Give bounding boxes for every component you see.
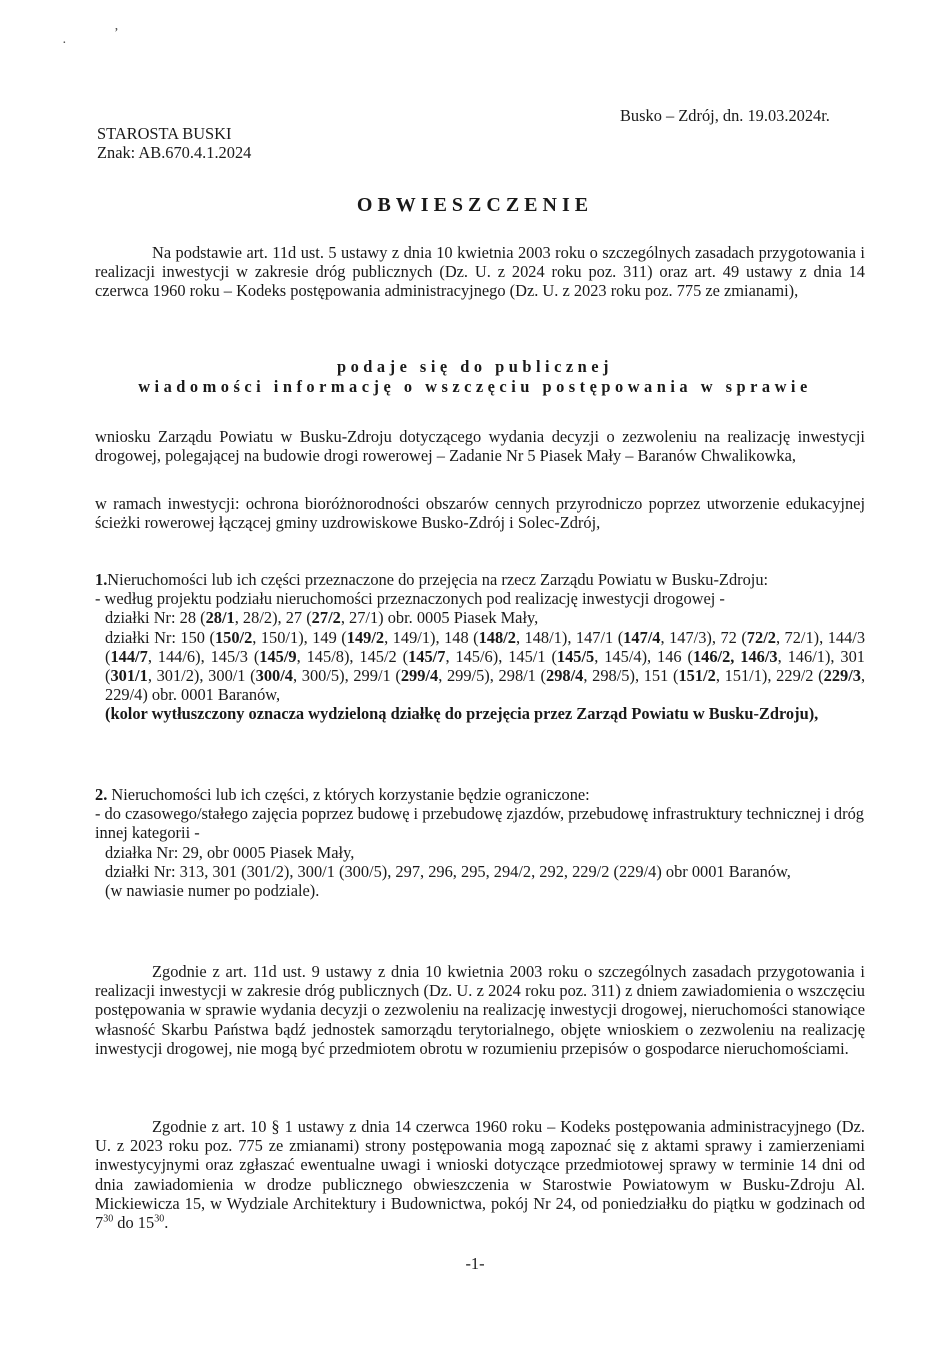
- plot-remaining-number: , 148/1: [515, 627, 562, 647]
- time-superscript: 30: [103, 1213, 114, 1225]
- separator: (: [396, 646, 409, 666]
- separator: (: [668, 666, 679, 686]
- plot-new-number: 144/7: [110, 646, 148, 666]
- plot-remaining-number: , 147/3: [660, 627, 707, 647]
- plot-remaining-number: , 301/2: [147, 666, 194, 686]
- plot-remaining-number: , 150/1: [252, 627, 299, 647]
- scan-mark-dot: ·: [62, 36, 67, 51]
- section-2: [95, 785, 865, 900]
- separator: (: [545, 646, 557, 666]
- plot-text: działki Nr: 28 (: [105, 608, 206, 628]
- plot-number: 149: [312, 627, 337, 647]
- plot-new-number: 150/2: [214, 627, 253, 647]
- separator: (: [813, 666, 824, 686]
- separator: ,: [567, 627, 576, 647]
- separator: ,: [634, 666, 644, 686]
- investment-paragraph: w ramach inwestycji: ochrona bioróżnorodności obszarów cennych przyrodniczo poprzez utworzenie edukacyjnej ścieżki rowerowej łączącej gminy uzdrowiskowe Busko-Zdrój i Solec-Zdrój,: [95, 494, 865, 533]
- plot-number: 146: [657, 646, 682, 666]
- plot-remaining-number: , 299/5: [438, 666, 485, 686]
- plot-remaining-number: , 298/5: [583, 666, 630, 686]
- plot-remaining-number: , 145/4: [594, 646, 642, 666]
- section-2-number: 2.: [95, 785, 108, 804]
- separator: ,: [199, 666, 209, 686]
- plot-number: 229/2: [776, 666, 814, 686]
- plot-remaining-number: , 149/1: [384, 627, 431, 647]
- plot-new-number: 146/2, 146/3: [692, 646, 778, 666]
- notice-heading-line1: podaje się do publicznej: [336, 357, 614, 376]
- plot-new-number: 300/4: [255, 666, 293, 686]
- separator: ,: [819, 627, 828, 647]
- section-1-note: [95, 704, 865, 723]
- plot-new-number: 145/9: [259, 646, 297, 666]
- separator: ): [430, 627, 436, 647]
- section-2-plots-baranow: działki Nr: 313, 301 (301/2), 300/1 (300/5), 297, 296, 295, 294/2, 292, 229/2 (229/4) obr 0001 Baranów,: [105, 861, 791, 881]
- authority-name: STAROSTA BUSKI: [97, 124, 232, 143]
- separator: ): [561, 627, 568, 647]
- separator: ): [824, 646, 831, 666]
- separator: (: [105, 666, 111, 686]
- separator: ): [492, 646, 499, 666]
- page-number: -1-: [465, 1254, 485, 1273]
- separator: ,: [647, 646, 658, 666]
- separator: (: [336, 627, 347, 647]
- separator: ,: [349, 646, 360, 666]
- plot-number: 300/1: [208, 666, 246, 686]
- section-1-number: 1.: [95, 570, 108, 589]
- separator: ): [813, 627, 820, 647]
- plot-remaining-number: , 229/4: [105, 666, 866, 705]
- plot-number: 150: [180, 627, 205, 647]
- separator: ): [484, 666, 490, 686]
- plot-new-number: 301/1: [110, 666, 148, 686]
- plot-remaining-number: , 72/1: [775, 627, 814, 647]
- separator: (: [613, 627, 624, 647]
- separator: ,: [303, 627, 313, 647]
- separator: ): [193, 666, 200, 686]
- section-2-heading: Nieruchomości lub ich części, z których korzystanie będzie ograniczone:: [111, 785, 590, 804]
- plot-new-number: 147/4: [623, 627, 661, 647]
- separator: (: [205, 627, 215, 647]
- separator: (: [535, 666, 547, 686]
- separator: (: [736, 627, 747, 647]
- application-paragraph: wniosku Zarządu Powiatu w Busku-Zdroju dotyczącego wydania decyzji o zezwoleniu na realizację inwestycji drogowej, polegającej na budowie drogi rowerowej – Zadanie Nr 5 Piasek Mały – Baranów Chwalikowka,: [95, 427, 865, 466]
- separator: ,: [830, 646, 841, 666]
- plot-remaining-number: , 145/8: [296, 646, 344, 666]
- separator: ): [706, 627, 712, 647]
- separator: ,: [489, 666, 499, 686]
- art-10-text: do 15: [113, 1213, 155, 1233]
- plot-new-number: 148/2: [478, 627, 516, 647]
- section-1-project-line: - według projektu podziału nieruchomości przeznaczonych pod realizację inwestycji drogowej -: [95, 589, 725, 609]
- paragraph-art-10: [95, 1117, 865, 1232]
- plot-new-number: 151/2: [678, 666, 716, 686]
- place-and-date: Busko – Zdrój, dn. 19.03.2024r.: [620, 106, 830, 125]
- note-text: (kolor wytłuszczony oznacza wydzieloną działkę do przejęcia przez Zarząd Powiatu w Busku-Zdroju),: [105, 704, 819, 724]
- section-1-plots-piasek: [95, 608, 865, 627]
- plot-remaining-number: , 145/6: [445, 646, 493, 666]
- plot-number: 145/3: [210, 646, 248, 666]
- section-2-note: (w nawiasie numer po podziale).: [105, 881, 320, 901]
- separator: ): [142, 685, 148, 705]
- plot-new-number: 299/4: [400, 666, 439, 686]
- legal-basis-paragraph: Na podstawie art. 11d ust. 5 ustawy z dnia 10 kwietnia 2003 roku o szczególnych zasadach przygotowania i realizacji inwestycji w zakresie dróg publicznych (Dz. U. z 2024 roku poz. 311) oraz art. 49 ustawy z dnia 14 czerwca 1960 roku – Kodeks postępowania administracyjnego (Dz. U. z 2023 roku poz. 775 ze zmianami),: [95, 243, 865, 301]
- plot-new-number: 229/3: [823, 666, 861, 686]
- plot-number: 299/1: [353, 666, 391, 686]
- plot-remaining-number: , 146/1: [777, 646, 825, 666]
- plot-remaining-number: , 151/1: [715, 666, 762, 686]
- separator: (: [105, 646, 111, 666]
- section-1-plots-baranow: [95, 628, 865, 705]
- plot-number: 147/1: [575, 627, 614, 647]
- time-superscript: 30: [154, 1213, 165, 1225]
- plot-number: 72: [720, 627, 737, 647]
- plot-new-number: 298/4: [546, 666, 584, 686]
- separator: ): [195, 646, 201, 666]
- plot-number: 145/1: [508, 646, 546, 666]
- separator: ): [339, 666, 345, 686]
- separator: (: [681, 646, 693, 666]
- plot-new-number: 72/2: [746, 627, 776, 647]
- plot-number: 298/1: [498, 666, 536, 686]
- document-title: OBWIESZCZENIE: [356, 194, 594, 216]
- section-2-plot-piasek: działka Nr: 29, obr 0005 Piasek Mały,: [105, 842, 355, 862]
- notice-heading: [0, 357, 950, 397]
- art-10-text: Zgodnie z art. 10 § 1 ustawy z dnia 14 czerwca 1960 roku – Kodeks postępowania administracyjnego (Dz. U. z 2023 roku poz. 775 ze zmianami) strony postępowania mogą zapoznać się z aktami sprawy i zamierzeniami inwestycyjnymi oraz zgłaszać ewentualne uwagi i wnioski dotyczące przedmiotowej sprawy w terminie 14 dni od dnia zawiadomienia w drodze publicznego obwieszczenia w Starostwie Powiatowym w Busku-Zdroju Al. Mickiewicza 15, w Wydziale Architektury i Budownictwa, pokój Nr 24, od poniedziałku do piątku w godzinach od 7: [95, 1117, 865, 1233]
- plot-number: 144/3: [827, 627, 866, 647]
- notice-heading-line2: wiadomości informację o wszczęciu postępowania w sprawie: [138, 377, 812, 396]
- plot-number: 151: [643, 666, 669, 686]
- plot-new-number: 149/2: [346, 627, 385, 647]
- separator: ): [298, 627, 304, 647]
- separator: (: [390, 666, 401, 686]
- separator: (: [468, 627, 479, 647]
- separator: ,: [200, 646, 211, 666]
- section-1: [95, 570, 865, 724]
- separator: ,: [498, 646, 509, 666]
- scan-mark-stroke: ’: [114, 26, 119, 41]
- separator: ,: [767, 666, 777, 686]
- plot-number: 148: [444, 627, 469, 647]
- plot-text: , 27/1) obr. 0005 Piasek Mały,: [340, 608, 539, 628]
- plot-text: , 28/2), 27 (: [234, 608, 312, 628]
- art-10-text: .: [164, 1213, 169, 1233]
- separator: ,: [711, 627, 721, 647]
- separator: ,: [435, 627, 445, 647]
- paragraph-art-11d: Zgodnie z art. 11d ust. 9 ustawy z dnia 10 kwietnia 2003 roku o szczególnych zasadach przygotowania i realizacji inwestycji w zakresie dróg publicznych (Dz. U. z 2024 roku poz. 311) z dniem zawiadomienia o wszczęciu postępowania w sprawie wydania decyzji o zezwoleniu na realizację inwestycji drogowej, nieruchomości stanowiące własność Skarbu Państwa bądź jednostek samorządu terytorialnego, objęte wnioskiem o zezwoleniu na realizację inwestycji drogowej, nie mogą być przedmiotem obrotu w rozumieniu przepisów o gospodarce nieruchomościami.: [95, 962, 865, 1058]
- separator: (: [247, 646, 260, 666]
- separator: ): [343, 646, 350, 666]
- plot-new-number: 145/5: [556, 646, 595, 666]
- plot-new-number: 27/2: [311, 608, 341, 628]
- plot-number: 301: [840, 646, 865, 666]
- section-1-heading: Nieruchomości lub ich części przeznaczone do przejęcia na rzecz Zarządu Powiatu w Busku-Zdroju:: [107, 570, 769, 589]
- plot-text: działki Nr:: [105, 627, 181, 647]
- separator: (: [245, 666, 256, 686]
- section-2-item: - do czasowego/stałego zajęcia poprzez budowę i przebudowę zjazdów, przebudowę infrastruktury technicznej i dróg innej kategorii -: [95, 804, 864, 843]
- reference-number: Znak: AB.670.4.1.2024: [97, 143, 252, 163]
- plot-number: 145/2: [359, 646, 397, 666]
- plot-new-number: 28/1: [205, 608, 235, 628]
- plot-remaining-number: , 144/6: [147, 646, 196, 666]
- separator: ): [761, 666, 768, 686]
- separator: ,: [344, 666, 354, 686]
- separator: ): [641, 646, 648, 666]
- plot-text: obr. 0001 Baranów,: [147, 685, 281, 705]
- issuing-authority: [97, 124, 251, 162]
- plot-new-number: 145/7: [408, 646, 446, 666]
- plot-remaining-number: , 300/5: [293, 666, 340, 686]
- separator: ): [629, 666, 635, 686]
